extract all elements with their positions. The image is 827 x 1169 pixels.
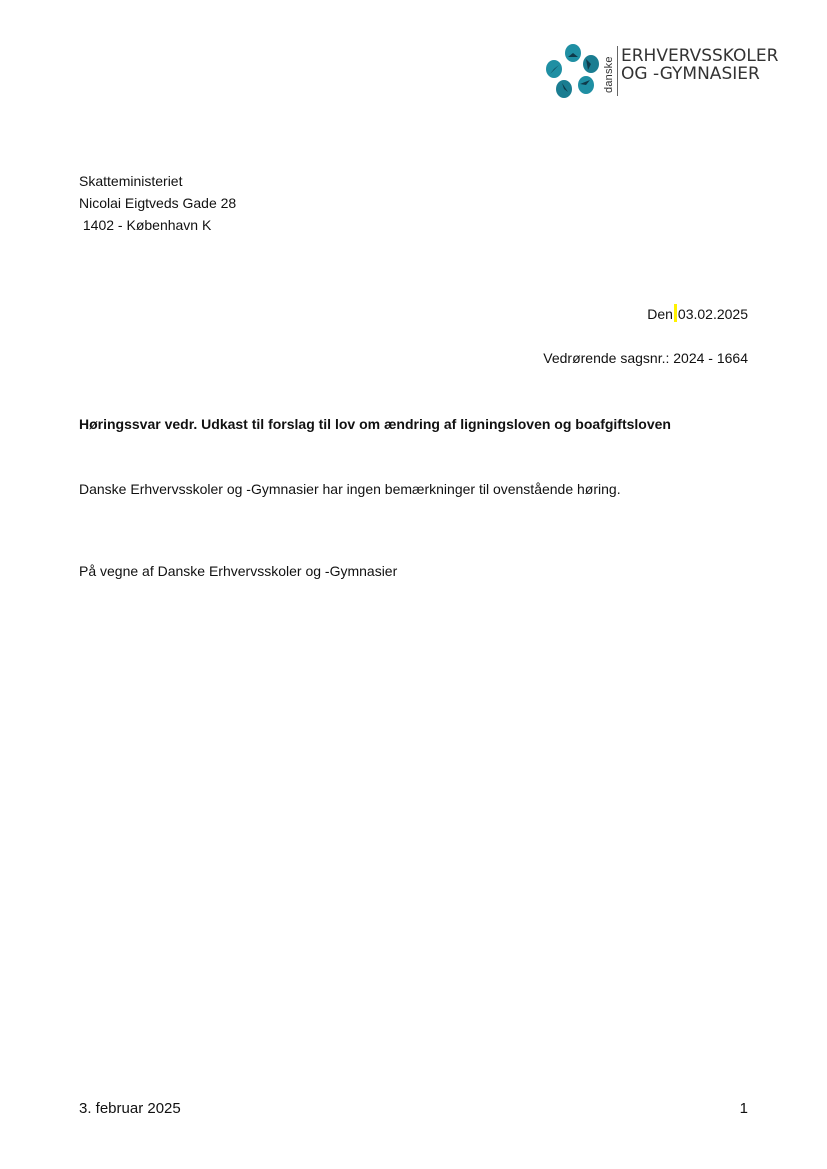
date-label: Den (647, 306, 673, 322)
highlight-cursor (674, 304, 677, 322)
case-number: Vedrørende sagsnr.: 2024 - 1664 (543, 350, 748, 366)
footer-page-number: 1 (739, 1100, 748, 1117)
recipient-city: 1402 - København K (79, 217, 212, 233)
recipient-address (79, 170, 236, 236)
letter-date (647, 303, 748, 325)
letter-body: Danske Erhvervsskoler og -Gymnasier har ingen bemærkninger til ovenstående høring. (79, 481, 621, 497)
letter-subject: Høringssvar vedr. Udkast til forslag til lov om ændring af ligningsloven og boafgiftsloven (79, 416, 671, 432)
logo-text-line1: ERHVERVSSKOLER (621, 46, 779, 66)
recipient-street: Nicolai Eigtveds Gade 28 (79, 195, 237, 211)
date-value: 03.02.2025 (677, 306, 748, 322)
footer-date: 3. februar 2025 (79, 1100, 181, 1117)
letter-signature: På vegne af Danske Erhvervsskoler og -Gymnasier (79, 563, 398, 579)
logo-text-line2: OG -GYMNASIER (621, 64, 760, 84)
organization-logo (544, 43, 779, 99)
logo-mark-icon (544, 43, 602, 99)
recipient-name: Skatteministeriet (79, 173, 183, 189)
logo-small-text: danske (603, 56, 615, 93)
logo-divider (617, 46, 618, 96)
